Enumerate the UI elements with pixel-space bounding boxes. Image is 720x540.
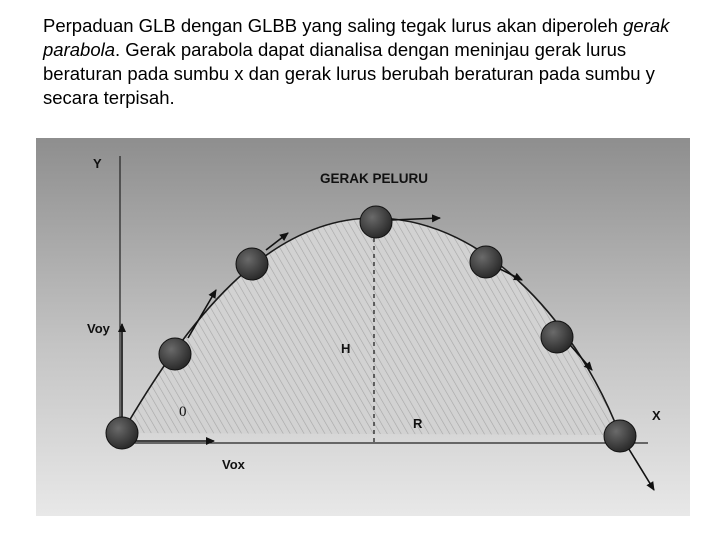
ball-position-6 [541, 321, 573, 353]
ball-position-3 [236, 248, 268, 280]
projectile-diagram [36, 138, 690, 516]
ball-position-5 [470, 246, 502, 278]
diagram-title: GERAK PELURU [320, 171, 429, 186]
height-label: H [341, 341, 351, 356]
angle-label: 0 [179, 404, 187, 420]
ball-position-2 [159, 338, 191, 370]
intro-text-part2: . Gerak parabola dapat dianalisa dengan meninjau gerak lurus beraturan pada sumbu x dan gerak lurus berubah beraturan pada sumbu y secara terpisah. [43, 39, 655, 108]
ball-position-7 [604, 420, 636, 452]
ball-position-1 [106, 417, 138, 449]
intro-text-part1: Perpaduan GLB dengan GLBB yang saling tegak lurus akan diperoleh [43, 15, 624, 36]
intro-paragraph [43, 14, 703, 110]
voy-label: Voy [87, 321, 110, 336]
intro-text-emphasis: gerak parabola [43, 15, 670, 60]
range-label: R [413, 416, 423, 431]
vox-label: Vox [222, 457, 245, 472]
y-axis-label: Y [93, 156, 102, 171]
x-axis-label: X [652, 408, 661, 423]
ball-position-4 [360, 206, 392, 238]
